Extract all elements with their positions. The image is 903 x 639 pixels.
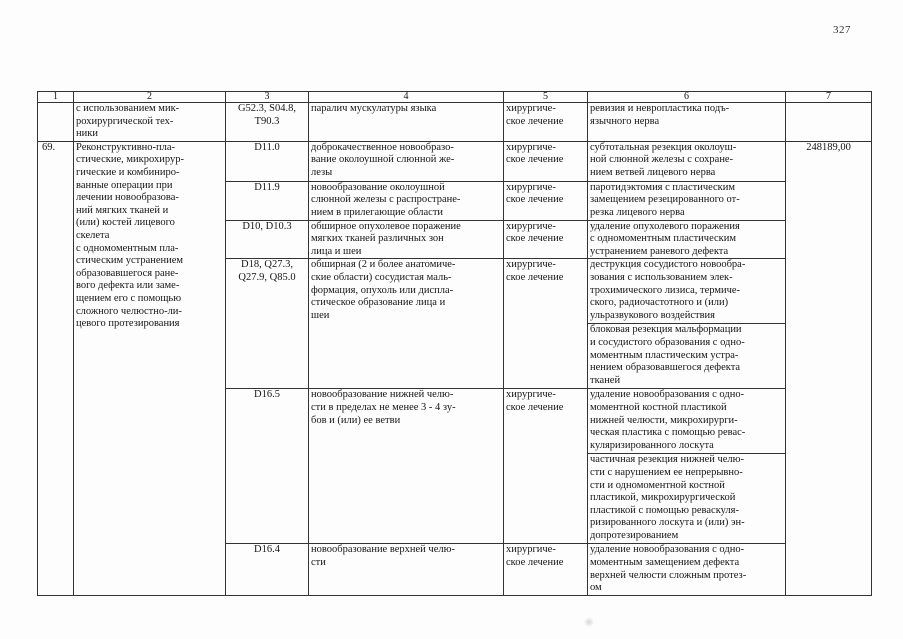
continuation-row — [38, 103, 872, 142]
price-cell: 248189,00 — [786, 141, 872, 596]
icd-code-cell: D18, Q27.3, Q27.9, Q85.0 — [226, 259, 309, 389]
diagnosis-cell: новообразование верхней челю- сти — [309, 544, 504, 596]
icd-code-cell: G52.3, S04.8, T90.3 — [226, 103, 309, 142]
method-cell: субтотальная резекция околоуш- ной слюнной железы с сохране- нием ветвей лицевого нерва — [588, 141, 786, 181]
diagnosis-cell: паралич мускулатуры языка — [309, 103, 504, 142]
column-number: 2 — [74, 92, 226, 103]
price-cell — [786, 103, 872, 142]
column-number: 4 — [309, 92, 504, 103]
method-cell: ревизия и невропластика подъ- язычного нерва — [588, 103, 786, 142]
treatment-type-cell: хирургиче- ское лечение — [504, 220, 588, 259]
treatment-type-cell: хирургиче- ское лечение — [504, 141, 588, 181]
scan-speck — [583, 616, 595, 628]
diagnosis-cell: новообразование нижней челю- сти в пределах не менее 3 - 4 зу- бов и (или) ее ветви — [309, 389, 504, 544]
row-number-cell — [38, 103, 74, 142]
diagnosis-cell: новообразование околоушной слюнной железы с распростране- нием в прилегающие области — [309, 181, 504, 220]
column-number: 7 — [786, 92, 872, 103]
page-number: 327 — [833, 24, 851, 36]
diagnosis-cell: обширное опухолевое поражение мягких тканей различных зон лица и шеи — [309, 220, 504, 259]
method-cell — [588, 259, 786, 389]
icd-code-cell: D11.9 — [226, 181, 309, 220]
icd-code-cell: D11.0 — [226, 141, 309, 181]
diagnosis-cell: доброкачественное новообразо- вание околоушной слюнной же- лезы — [309, 141, 504, 181]
column-number: 6 — [588, 92, 786, 103]
column-number: 1 — [38, 92, 74, 103]
services-table — [37, 91, 872, 596]
treatment-type-cell: хирургиче- ское лечение — [504, 544, 588, 596]
column-number: 5 — [504, 92, 588, 103]
method-cell: паротидэктомия с пластическим замещением резецированного от- резка лицевого нерва — [588, 181, 786, 220]
column-number-row — [38, 92, 872, 103]
diagnosis-cell: обширная (2 и более анатомиче- ские области) сосудистая маль- формация, опухоль или диспла- стическое образование лица и шеи — [309, 259, 504, 389]
icd-code-cell: D10, D10.3 — [226, 220, 309, 259]
treatment-type-cell: хирургиче- ское лечение — [504, 181, 588, 220]
group-row — [38, 141, 872, 181]
icd-code-cell: D16.4 — [226, 544, 309, 596]
treatment-type-cell: хирургиче- ское лечение — [504, 103, 588, 142]
method-cell — [588, 389, 786, 544]
icd-code-cell: D16.5 — [226, 389, 309, 544]
method-cell: удаление новообразования с одно- моментным замещением дефекта верхней челюсти сложным протез- ом — [588, 544, 786, 596]
column-number: 3 — [226, 92, 309, 103]
row-number-cell: 69. — [38, 141, 74, 596]
service-name-cell: Реконструктивно-пла- стические, микрохирур- гические и комбиниро- ванные операции при лечении новообразова- ний мягких тканей и (или) костей лицевого скелета с одномоментным пла- стическим устранением образовавшегося ране- вого дефекта или заме- щением его с помощью сложного челюстно-ли- цевого протезирования — [74, 141, 226, 596]
method-text: частичная резекция нижней челю- сти с нарушением ее непрерывно- сти и одномоментной костной пластикой, микрохирургической пластикой с помощью реваскуля- ризированного лоскута и (или) эн- допротезированием — [588, 453, 785, 542]
service-name-cell: с использованием мик- рохирургической тех- ники — [74, 103, 226, 142]
method-text: деструкция сосудистого новообра- зования с использованием элек- трохимического лизиса, термиче- ского, радиочастотного и (или) ульразвукового воздействия — [590, 259, 746, 321]
treatment-type-cell: хирургиче- ское лечение — [504, 259, 588, 389]
method-text: блоковая резекция мальформации и сосудистого образования с одно- моментным пластическим устра- нением образовавшегося дефекта тканей — [588, 323, 785, 387]
method-cell: удаление опухолевого поражения с одномоментным пластическим устранением раневого дефекта — [588, 220, 786, 259]
method-text: удаление новообразования с одно- моментной костной пластикой нижней челюсти, микрохирурги- ческая пластика с помощью ревас- куляризированного лоскута — [590, 389, 746, 451]
treatment-type-cell: хирургиче- ское лечение — [504, 389, 588, 544]
